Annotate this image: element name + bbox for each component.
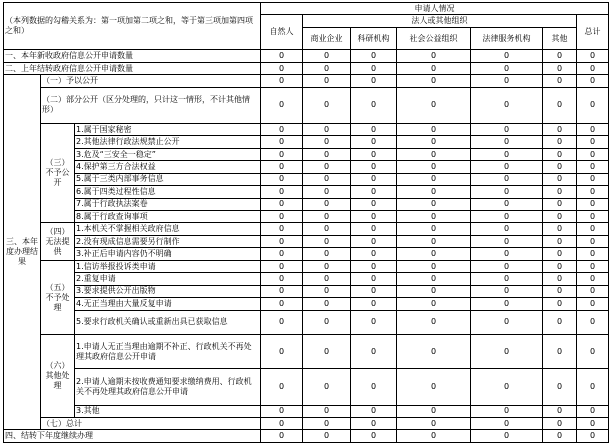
value-cell: 0 bbox=[261, 369, 303, 405]
value-cell: 0 bbox=[471, 235, 543, 247]
value-cell: 0 bbox=[261, 198, 303, 210]
row-label: 5.属于三类内部事务信息 bbox=[75, 173, 261, 185]
value-cell: 0 bbox=[577, 298, 609, 310]
value-cell: 0 bbox=[471, 298, 543, 310]
value-cell: 0 bbox=[397, 75, 471, 87]
value-cell: 0 bbox=[303, 161, 351, 173]
value-cell: 0 bbox=[471, 430, 543, 443]
value-cell: 0 bbox=[577, 148, 609, 160]
table-row bbox=[4, 50, 609, 62]
table-row bbox=[4, 62, 609, 74]
value-cell: 0 bbox=[303, 173, 351, 185]
value-cell: 0 bbox=[261, 148, 303, 160]
value-cell: 0 bbox=[471, 335, 543, 369]
value-cell: 0 bbox=[397, 335, 471, 369]
group-label: （五）不予处理 bbox=[41, 260, 75, 335]
other-header: 其他 bbox=[543, 27, 577, 50]
value-cell: 0 bbox=[351, 260, 397, 272]
table-row bbox=[4, 87, 609, 123]
value-cell: 0 bbox=[261, 211, 303, 223]
value-cell: 0 bbox=[543, 75, 577, 87]
table-row bbox=[4, 123, 609, 135]
value-cell: 0 bbox=[397, 285, 471, 297]
value-cell: 0 bbox=[543, 335, 577, 369]
value-cell: 0 bbox=[351, 50, 397, 62]
row-label: 3.危及“三安全一稳定” bbox=[75, 148, 261, 160]
value-cell: 0 bbox=[577, 50, 609, 62]
value-cell: 0 bbox=[471, 310, 543, 335]
value-cell: 0 bbox=[397, 136, 471, 148]
group-label: （三）不予公开 bbox=[41, 123, 75, 223]
value-cell: 0 bbox=[577, 285, 609, 297]
value-cell: 0 bbox=[577, 186, 609, 198]
value-cell: 0 bbox=[303, 62, 351, 74]
value-cell: 0 bbox=[543, 298, 577, 310]
value-cell: 0 bbox=[397, 430, 471, 443]
value-cell: 0 bbox=[261, 62, 303, 74]
value-cell: 0 bbox=[303, 186, 351, 198]
value-cell: 0 bbox=[351, 248, 397, 260]
value-cell: 0 bbox=[303, 198, 351, 210]
value-cell: 0 bbox=[397, 298, 471, 310]
value-cell: 0 bbox=[397, 235, 471, 247]
table-row bbox=[4, 310, 609, 335]
value-cell: 0 bbox=[397, 211, 471, 223]
value-cell: 0 bbox=[577, 87, 609, 123]
row-label: 3.补正后申请内容仍不明确 bbox=[75, 248, 261, 260]
value-cell: 0 bbox=[471, 75, 543, 87]
table-row bbox=[4, 260, 609, 272]
value-cell: 0 bbox=[471, 62, 543, 74]
value-cell: 0 bbox=[471, 50, 543, 62]
value-cell: 0 bbox=[471, 248, 543, 260]
row-label: 一、本年新收政府信息公开申请数量 bbox=[4, 50, 261, 62]
row-label: 8.属于行政查询事项 bbox=[75, 211, 261, 223]
row-label: 2.申请人逾期未按收费通知要求缴纳费用、行政机关不再处理其政府信息公开申请 bbox=[75, 369, 261, 405]
value-cell: 0 bbox=[351, 310, 397, 335]
row-label: 5.要求行政机关确认或重新出具已获取信息 bbox=[75, 310, 261, 335]
value-cell: 0 bbox=[543, 310, 577, 335]
value-cell: 0 bbox=[397, 223, 471, 235]
value-cell: 0 bbox=[351, 62, 397, 74]
value-cell: 0 bbox=[351, 87, 397, 123]
value-cell: 0 bbox=[397, 173, 471, 185]
value-cell: 0 bbox=[261, 123, 303, 135]
value-cell: 0 bbox=[577, 123, 609, 135]
value-cell: 0 bbox=[397, 248, 471, 260]
value-cell: 0 bbox=[471, 405, 543, 417]
value-cell: 0 bbox=[543, 123, 577, 135]
value-cell: 0 bbox=[543, 223, 577, 235]
value-cell: 0 bbox=[351, 173, 397, 185]
commercial-header: 商业企业 bbox=[303, 27, 351, 50]
header-note: （本列数据的勾稽关系为：第一项加第二项之和，等于第三项加第四项之和） bbox=[4, 3, 261, 50]
value-cell: 0 bbox=[543, 136, 577, 148]
value-cell: 0 bbox=[261, 260, 303, 272]
value-cell: 0 bbox=[471, 161, 543, 173]
value-cell: 0 bbox=[351, 123, 397, 135]
value-cell: 0 bbox=[471, 123, 543, 135]
value-cell: 0 bbox=[351, 161, 397, 173]
value-cell: 0 bbox=[351, 186, 397, 198]
social-header: 社会公益组织 bbox=[397, 27, 471, 50]
table-row bbox=[4, 273, 609, 285]
row-label: 2.重复申请 bbox=[75, 273, 261, 285]
value-cell: 0 bbox=[543, 62, 577, 74]
table-row bbox=[4, 173, 609, 185]
value-cell: 0 bbox=[303, 235, 351, 247]
value-cell: 0 bbox=[261, 186, 303, 198]
row-label: 4.保护第三方合法权益 bbox=[75, 161, 261, 173]
value-cell: 0 bbox=[303, 123, 351, 135]
value-cell: 0 bbox=[303, 248, 351, 260]
value-cell: 0 bbox=[397, 405, 471, 417]
table-row bbox=[4, 430, 609, 443]
value-cell: 0 bbox=[577, 198, 609, 210]
value-cell: 0 bbox=[303, 310, 351, 335]
table-row bbox=[4, 148, 609, 160]
row-label: （七）总计 bbox=[41, 417, 261, 429]
value-cell: 0 bbox=[303, 405, 351, 417]
value-cell: 0 bbox=[261, 75, 303, 87]
value-cell: 0 bbox=[351, 369, 397, 405]
value-cell: 0 bbox=[261, 248, 303, 260]
total-header: 总计 bbox=[577, 15, 609, 50]
value-cell: 0 bbox=[397, 148, 471, 160]
natural-person-header: 自然人 bbox=[261, 15, 303, 50]
table-row bbox=[4, 136, 609, 148]
value-cell: 0 bbox=[577, 211, 609, 223]
row-label: 1.本机关不掌握相关政府信息 bbox=[75, 223, 261, 235]
value-cell: 0 bbox=[397, 198, 471, 210]
value-cell: 0 bbox=[471, 173, 543, 185]
value-cell: 0 bbox=[471, 87, 543, 123]
value-cell: 0 bbox=[303, 273, 351, 285]
value-cell: 0 bbox=[577, 260, 609, 272]
section-label: 三、本年度办理结果 bbox=[4, 75, 41, 430]
table-row bbox=[4, 285, 609, 297]
table-row bbox=[4, 211, 609, 223]
row-label: （一）予以公开 bbox=[41, 75, 261, 87]
value-cell: 0 bbox=[471, 198, 543, 210]
value-cell: 0 bbox=[577, 335, 609, 369]
value-cell: 0 bbox=[351, 430, 397, 443]
value-cell: 0 bbox=[261, 335, 303, 369]
value-cell: 0 bbox=[303, 260, 351, 272]
table-row bbox=[4, 335, 609, 369]
row-label: 4.无正当理由大量反复申请 bbox=[75, 298, 261, 310]
value-cell: 0 bbox=[261, 136, 303, 148]
row-label: 二、上年结转政府信息公开申请数量 bbox=[4, 62, 261, 74]
value-cell: 0 bbox=[543, 369, 577, 405]
value-cell: 0 bbox=[577, 273, 609, 285]
value-cell: 0 bbox=[303, 369, 351, 405]
legal-group-header: 法人或其他组织 bbox=[303, 15, 577, 27]
value-cell: 0 bbox=[471, 223, 543, 235]
value-cell: 0 bbox=[471, 186, 543, 198]
value-cell: 0 bbox=[543, 285, 577, 297]
value-cell: 0 bbox=[577, 136, 609, 148]
row-label: 四、结转下年度继续办理 bbox=[4, 430, 261, 443]
row-label: （二）部分公开（区分处理的，只计这一情形，不计其他情形） bbox=[41, 87, 261, 123]
table-row bbox=[4, 248, 609, 260]
value-cell: 0 bbox=[261, 285, 303, 297]
value-cell: 0 bbox=[397, 50, 471, 62]
table-row bbox=[4, 405, 609, 417]
group-label: （六）其他处理 bbox=[41, 335, 75, 418]
value-cell: 0 bbox=[261, 223, 303, 235]
value-cell: 0 bbox=[351, 285, 397, 297]
value-cell: 0 bbox=[577, 405, 609, 417]
value-cell: 0 bbox=[543, 148, 577, 160]
value-cell: 0 bbox=[303, 298, 351, 310]
value-cell: 0 bbox=[543, 248, 577, 260]
value-cell: 0 bbox=[577, 62, 609, 74]
value-cell: 0 bbox=[261, 50, 303, 62]
value-cell: 0 bbox=[261, 298, 303, 310]
row-label: 3.其他 bbox=[75, 405, 261, 417]
row-label: 1.属于国家秘密 bbox=[75, 123, 261, 135]
table-row bbox=[4, 198, 609, 210]
value-cell: 0 bbox=[351, 148, 397, 160]
value-cell: 0 bbox=[303, 136, 351, 148]
value-cell: 0 bbox=[261, 417, 303, 429]
value-cell: 0 bbox=[303, 211, 351, 223]
value-cell: 0 bbox=[261, 273, 303, 285]
value-cell: 0 bbox=[397, 260, 471, 272]
value-cell: 0 bbox=[543, 198, 577, 210]
table-row bbox=[4, 369, 609, 405]
value-cell: 0 bbox=[351, 417, 397, 429]
value-cell: 0 bbox=[261, 173, 303, 185]
value-cell: 0 bbox=[351, 75, 397, 87]
value-cell: 0 bbox=[543, 50, 577, 62]
table-row bbox=[4, 417, 609, 429]
value-cell: 0 bbox=[397, 186, 471, 198]
value-cell: 0 bbox=[471, 273, 543, 285]
value-cell: 0 bbox=[543, 173, 577, 185]
value-cell: 0 bbox=[261, 87, 303, 123]
value-cell: 0 bbox=[577, 430, 609, 443]
value-cell: 0 bbox=[351, 273, 397, 285]
value-cell: 0 bbox=[397, 62, 471, 74]
row-label: 2.没有现成信息需要另行制作 bbox=[75, 235, 261, 247]
value-cell: 0 bbox=[471, 136, 543, 148]
research-header: 科研机构 bbox=[351, 27, 397, 50]
table-row bbox=[4, 235, 609, 247]
gov-info-disclosure-table bbox=[3, 2, 609, 443]
value-cell: 0 bbox=[543, 405, 577, 417]
value-cell: 0 bbox=[303, 87, 351, 123]
value-cell: 0 bbox=[471, 369, 543, 405]
value-cell: 0 bbox=[577, 223, 609, 235]
row-label: 6.属于四类过程性信息 bbox=[75, 186, 261, 198]
row-label: 1.信访举报投诉类申请 bbox=[75, 260, 261, 272]
value-cell: 0 bbox=[303, 285, 351, 297]
value-cell: 0 bbox=[543, 235, 577, 247]
value-cell: 0 bbox=[261, 235, 303, 247]
value-cell: 0 bbox=[351, 223, 397, 235]
group-label: （四）无法提供 bbox=[41, 223, 75, 260]
table-row bbox=[4, 223, 609, 235]
value-cell: 0 bbox=[577, 75, 609, 87]
value-cell: 0 bbox=[261, 405, 303, 417]
value-cell: 0 bbox=[577, 369, 609, 405]
value-cell: 0 bbox=[303, 335, 351, 369]
value-cell: 0 bbox=[397, 369, 471, 405]
value-cell: 0 bbox=[261, 310, 303, 335]
value-cell: 0 bbox=[351, 198, 397, 210]
value-cell: 0 bbox=[543, 417, 577, 429]
value-cell: 0 bbox=[577, 161, 609, 173]
value-cell: 0 bbox=[351, 298, 397, 310]
value-cell: 0 bbox=[577, 248, 609, 260]
row-label: 2.其他法律行政法规禁止公开 bbox=[75, 136, 261, 148]
value-cell: 0 bbox=[543, 430, 577, 443]
applicant-group-header: 申请人情况 bbox=[261, 3, 609, 15]
value-cell: 0 bbox=[303, 417, 351, 429]
value-cell: 0 bbox=[303, 223, 351, 235]
value-cell: 0 bbox=[351, 235, 397, 247]
value-cell: 0 bbox=[577, 417, 609, 429]
value-cell: 0 bbox=[543, 186, 577, 198]
value-cell: 0 bbox=[397, 87, 471, 123]
value-cell: 0 bbox=[397, 310, 471, 335]
value-cell: 0 bbox=[397, 417, 471, 429]
value-cell: 0 bbox=[471, 285, 543, 297]
value-cell: 0 bbox=[471, 148, 543, 160]
legal-service-header: 法律服务机构 bbox=[471, 27, 543, 50]
table-row bbox=[4, 161, 609, 173]
value-cell: 0 bbox=[351, 405, 397, 417]
value-cell: 0 bbox=[543, 273, 577, 285]
value-cell: 0 bbox=[351, 211, 397, 223]
row-label: 7.属于行政执法案卷 bbox=[75, 198, 261, 210]
value-cell: 0 bbox=[261, 430, 303, 443]
value-cell: 0 bbox=[543, 161, 577, 173]
value-cell: 0 bbox=[397, 123, 471, 135]
value-cell: 0 bbox=[577, 310, 609, 335]
value-cell: 0 bbox=[471, 211, 543, 223]
value-cell: 0 bbox=[303, 50, 351, 62]
value-cell: 0 bbox=[351, 136, 397, 148]
value-cell: 0 bbox=[261, 161, 303, 173]
value-cell: 0 bbox=[351, 335, 397, 369]
value-cell: 0 bbox=[543, 87, 577, 123]
value-cell: 0 bbox=[471, 260, 543, 272]
value-cell: 0 bbox=[543, 260, 577, 272]
value-cell: 0 bbox=[397, 273, 471, 285]
table-row bbox=[4, 186, 609, 198]
value-cell: 0 bbox=[303, 148, 351, 160]
table-row bbox=[4, 298, 609, 310]
row-label: 3.要求提供公开出版物 bbox=[75, 285, 261, 297]
value-cell: 0 bbox=[397, 161, 471, 173]
value-cell: 0 bbox=[543, 211, 577, 223]
table-row bbox=[4, 75, 609, 87]
value-cell: 0 bbox=[303, 430, 351, 443]
value-cell: 0 bbox=[577, 173, 609, 185]
value-cell: 0 bbox=[303, 75, 351, 87]
row-label: 1.申请人无正当理由逾期不补正、行政机关不再处理其政府信息公开申请 bbox=[75, 335, 261, 369]
value-cell: 0 bbox=[471, 417, 543, 429]
value-cell: 0 bbox=[577, 235, 609, 247]
